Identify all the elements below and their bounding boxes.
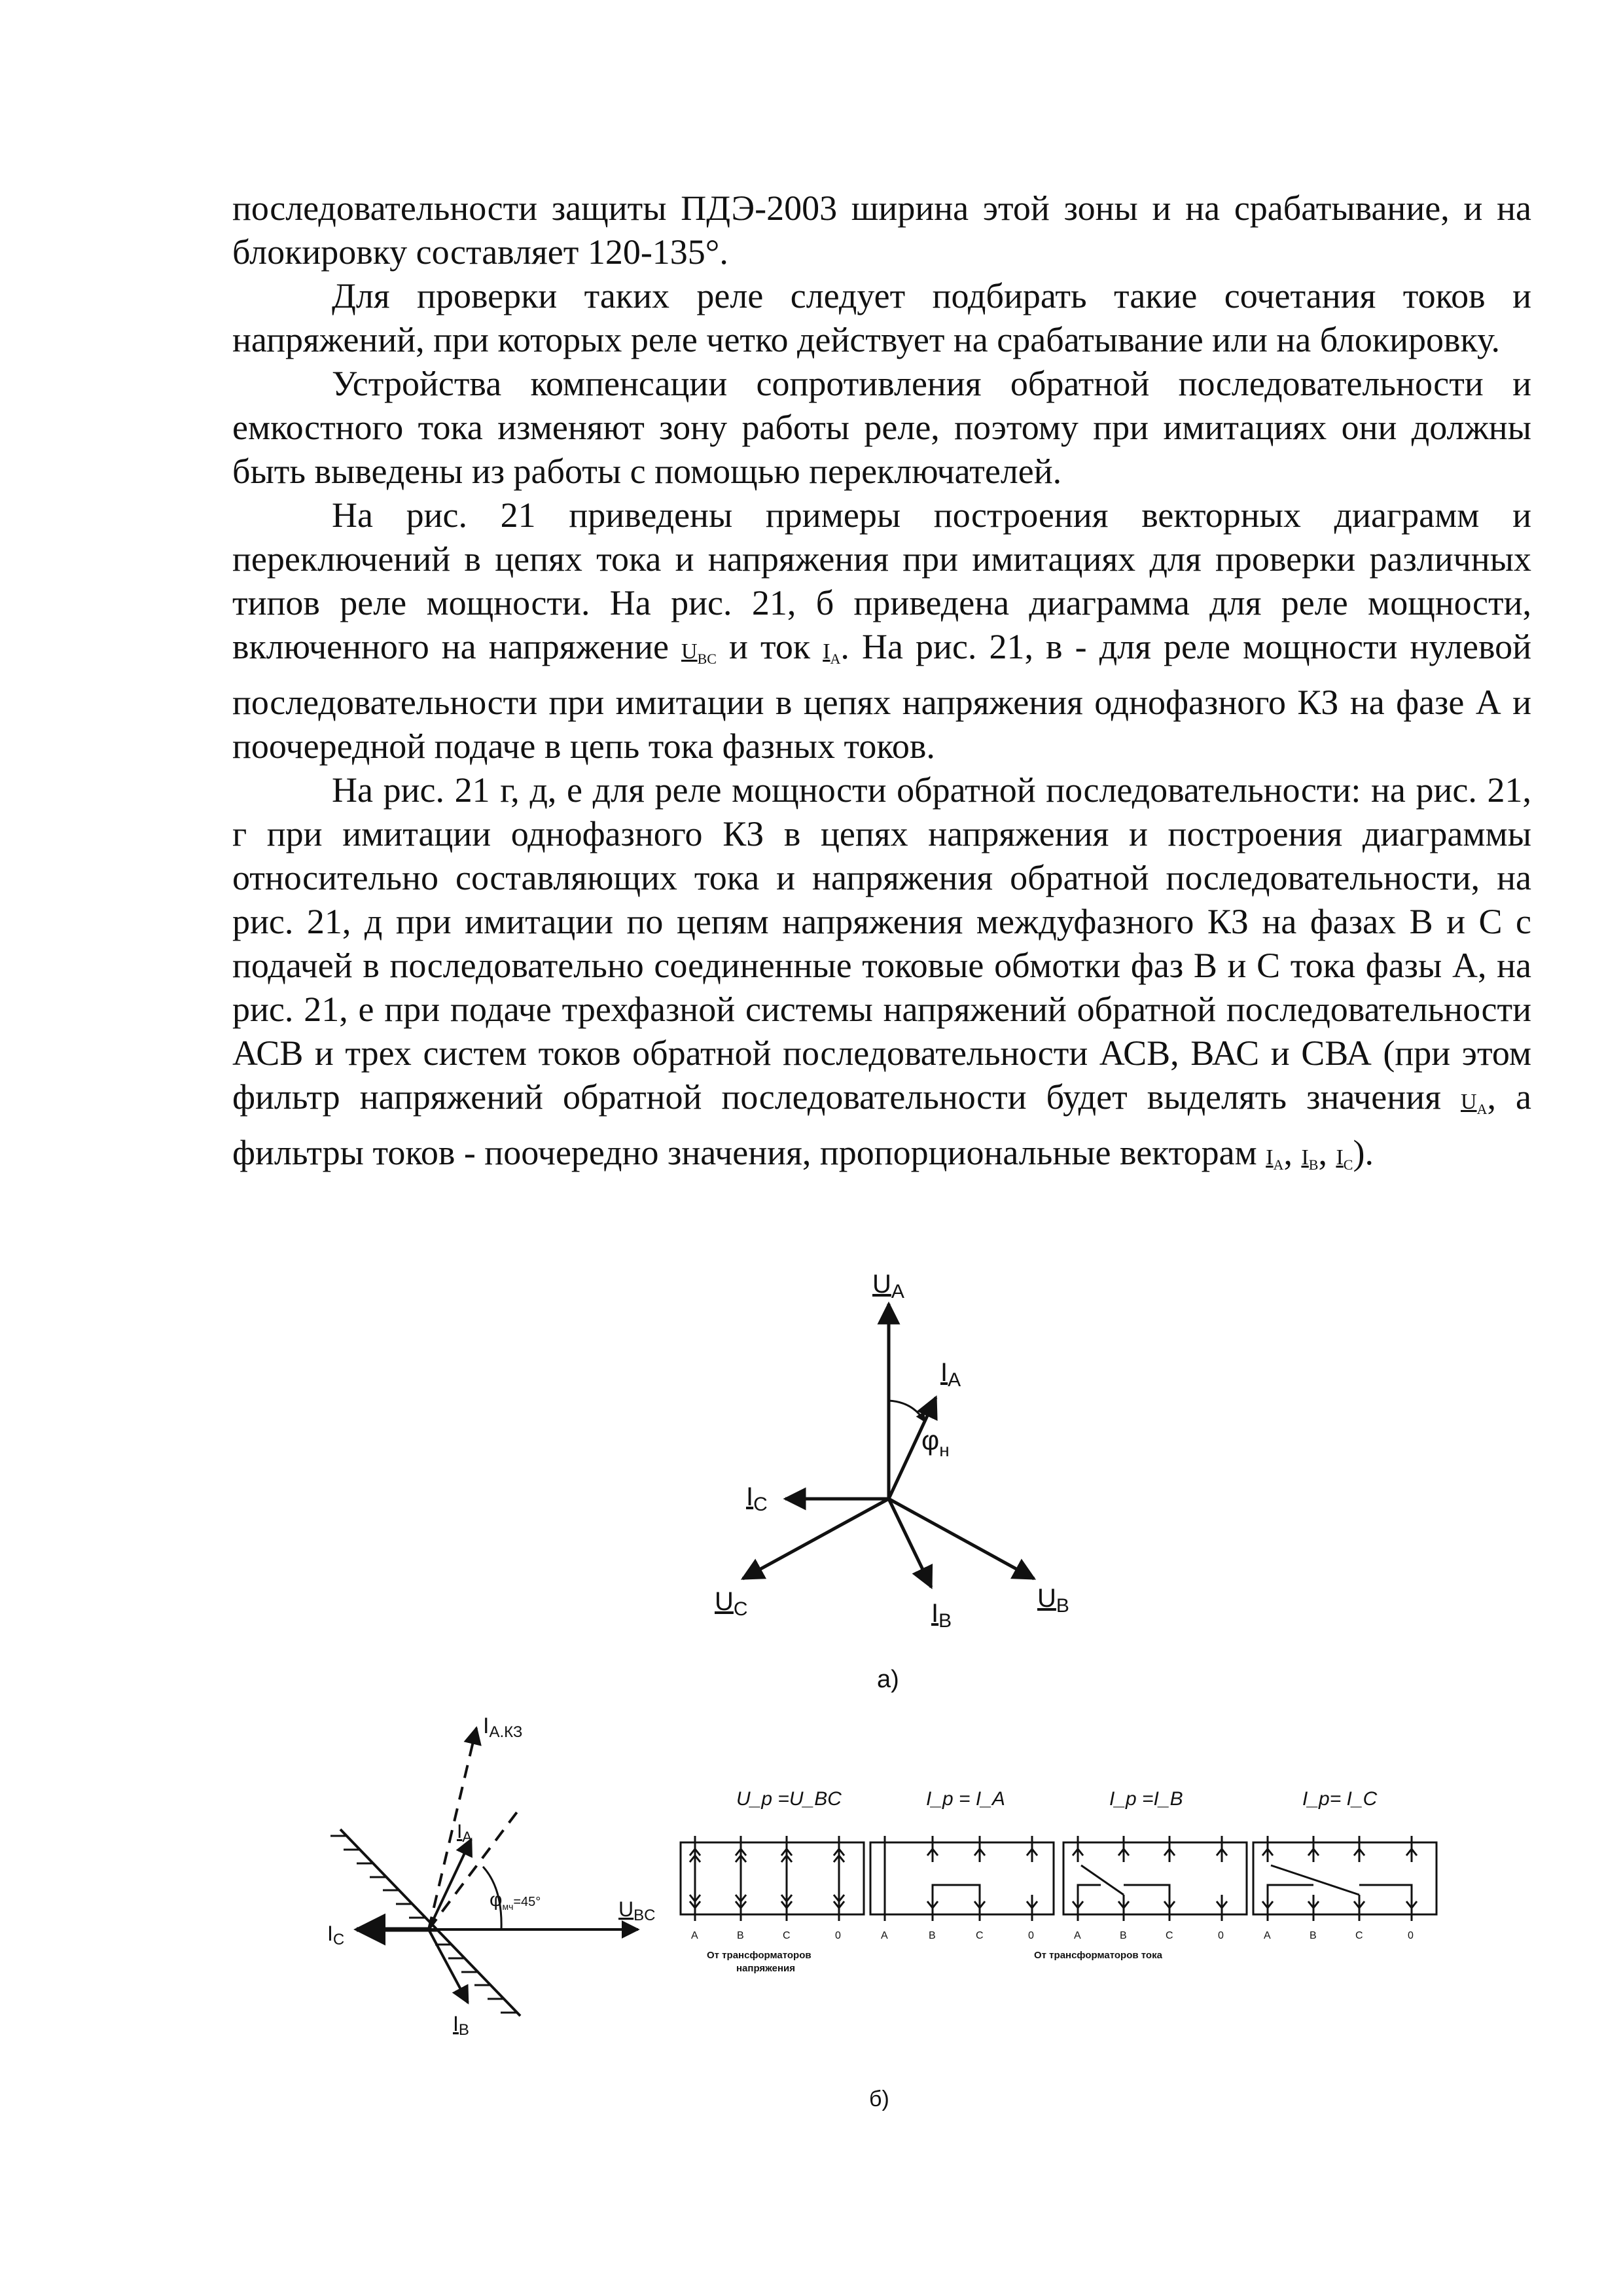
paragraph-text: ). [1353,1132,1374,1172]
label-phi-45: $\varphi_{мч}^{=45^\circ}$ [490,1889,541,1912]
figure-a-vector-diagram [715,1270,1069,1693]
svg-text:A: A [1264,1930,1271,1941]
symbol-subscript: B [1308,1156,1319,1173]
figure-b-caption: б) [869,2087,889,2111]
label-IA: $I_A$ [940,1358,961,1391]
symbol-subscript: A [1273,1156,1284,1173]
switch-box-current-a [870,1842,1054,1914]
svg-text:C: C [1355,1930,1363,1941]
switch-title-voltage: U_p =U_BC [736,1788,842,1810]
label-IAKZ: IА.КЗ [483,1713,523,1741]
svg-text:A: A [691,1930,698,1941]
symbol-letter: I [1301,1145,1309,1170]
svg-text:A: A [1074,1930,1081,1941]
symbol-letter: I [1336,1145,1344,1170]
terminal-letters [691,1930,1414,1941]
paragraph-text: Для проверки таких реле следует подбирать такие сочетания токов и напряжений, при которых реле четко действует на срабатывание или на блокировку. [232,276,1531,359]
switch-title-current-c: I_p= I_C [1302,1788,1378,1810]
svg-text:0: 0 [835,1930,841,1941]
paragraph-text: последовательности защиты ПДЭ-2003 ширина этой зоны и на срабатывание, и на блокировку составляет 120-135°. [232,188,1531,272]
figure-b-switch-diagrams [681,1788,1436,1974]
current-source-label: От трансформаторов тока [1034,1950,1162,1961]
svg-text:C: C [1166,1930,1173,1941]
svg-text:C: C [976,1930,984,1941]
separator: , [1318,1132,1336,1172]
svg-text:0: 0 [1408,1930,1414,1941]
figure-a-caption: а) [877,1666,899,1693]
svg-text:B: B [737,1930,744,1941]
symbol-subscript: A [830,650,841,667]
label-IC: $I_C$ [746,1482,768,1515]
vector-IA [429,1839,471,1929]
svg-text:C: C [783,1930,791,1941]
paragraph-text: На рис. 21 приведены примеры построения векторных диаграмм и переключений в цепях тока и напряжения при имитациях для проверки различных типов реле мощности. На рис. 21, б приведена диаграмма для реле мощности, включенного на напряжение [232,495,1531,666]
vector-UB [889,1499,1034,1579]
svg-text:B: B [929,1930,936,1941]
paragraph-text: Устройства компенсации сопротивления обратной последовательности и емкостного тока изменяют зону работы реле, поэтому при имитациях они должны быть выведены из работы с помощью переключателей. [232,364,1531,491]
symbol-subscript: C [1343,1156,1353,1173]
symbol-subscript: BC [697,650,717,667]
switch-title-current-b: I_p =I_B [1109,1788,1183,1810]
label-phi: $\varphi_н$ [921,1425,950,1460]
svg-text:A: A [881,1930,888,1941]
label-UB: $U_B$ [1037,1584,1069,1617]
svg-text:B: B [1310,1930,1317,1941]
symbol-letter: I [1266,1145,1274,1170]
label-IB: IB [453,2012,469,2039]
svg-text:0: 0 [1028,1930,1034,1941]
label-UBC: UBC [618,1897,656,1924]
figure-b-vector-diagram [327,1713,655,2039]
paragraph-text: На рис. 21 г, д, е для реле мощности обратной последовательности: на рис. 21, г при имитации однофазного КЗ в цепях напряжения и построения диаграммы относительно составляющих тока и напряжения обратной последовательности, на рис. 21, д при имитации по цепям напряжения междуфазного КЗ на фазах В и С с подачей в последовательно соединенные токовые обмотки фаз В и С тока фазы А, на рис. 21, е при подаче трехфазной системы напряжений обратной последовательности АСВ и трех систем токов обратной последовательности АСВ, ВАС и СВА (при этом фильтр напряжений обратной последовательности будет выделять значения [232,770,1531,1117]
separator: , [1283,1132,1302,1172]
voltage-source-label-2: напряжения [736,1963,795,1974]
switch-title-current-a: I_p = I_A [926,1788,1005,1810]
label-IA: $I_A$ [457,1821,473,1845]
paragraph-text: и ток [716,627,823,666]
label-IC: IC [327,1922,345,1948]
symbol-subscript: A [1476,1100,1488,1117]
label-UA: $U_A$ [872,1270,904,1302]
paragraph-text: . На рис. 21, в - для реле мощности нулевой последовательности при имитации в цепях напряжения однофазного КЗ на фазе А и поочередной подаче в цепь тока фазных токов. [232,627,1531,766]
symbol-letter: U [1461,1089,1477,1114]
symbol-letter: I [823,639,830,664]
label-IB: $I_B$ [931,1599,952,1632]
angle-arc-phi [889,1401,925,1422]
svg-text:0: 0 [1218,1930,1224,1941]
symbol-letter: U [681,639,698,664]
label-UC: $U_C$ [715,1587,748,1620]
paragraph-text: , а фильтры токов - поочередно значения, пропорциональные векторам [232,1077,1532,1172]
voltage-source-label: От трансформаторов [707,1950,812,1961]
svg-text:B: B [1120,1930,1127,1941]
boundary-hatching [330,1836,517,2013]
